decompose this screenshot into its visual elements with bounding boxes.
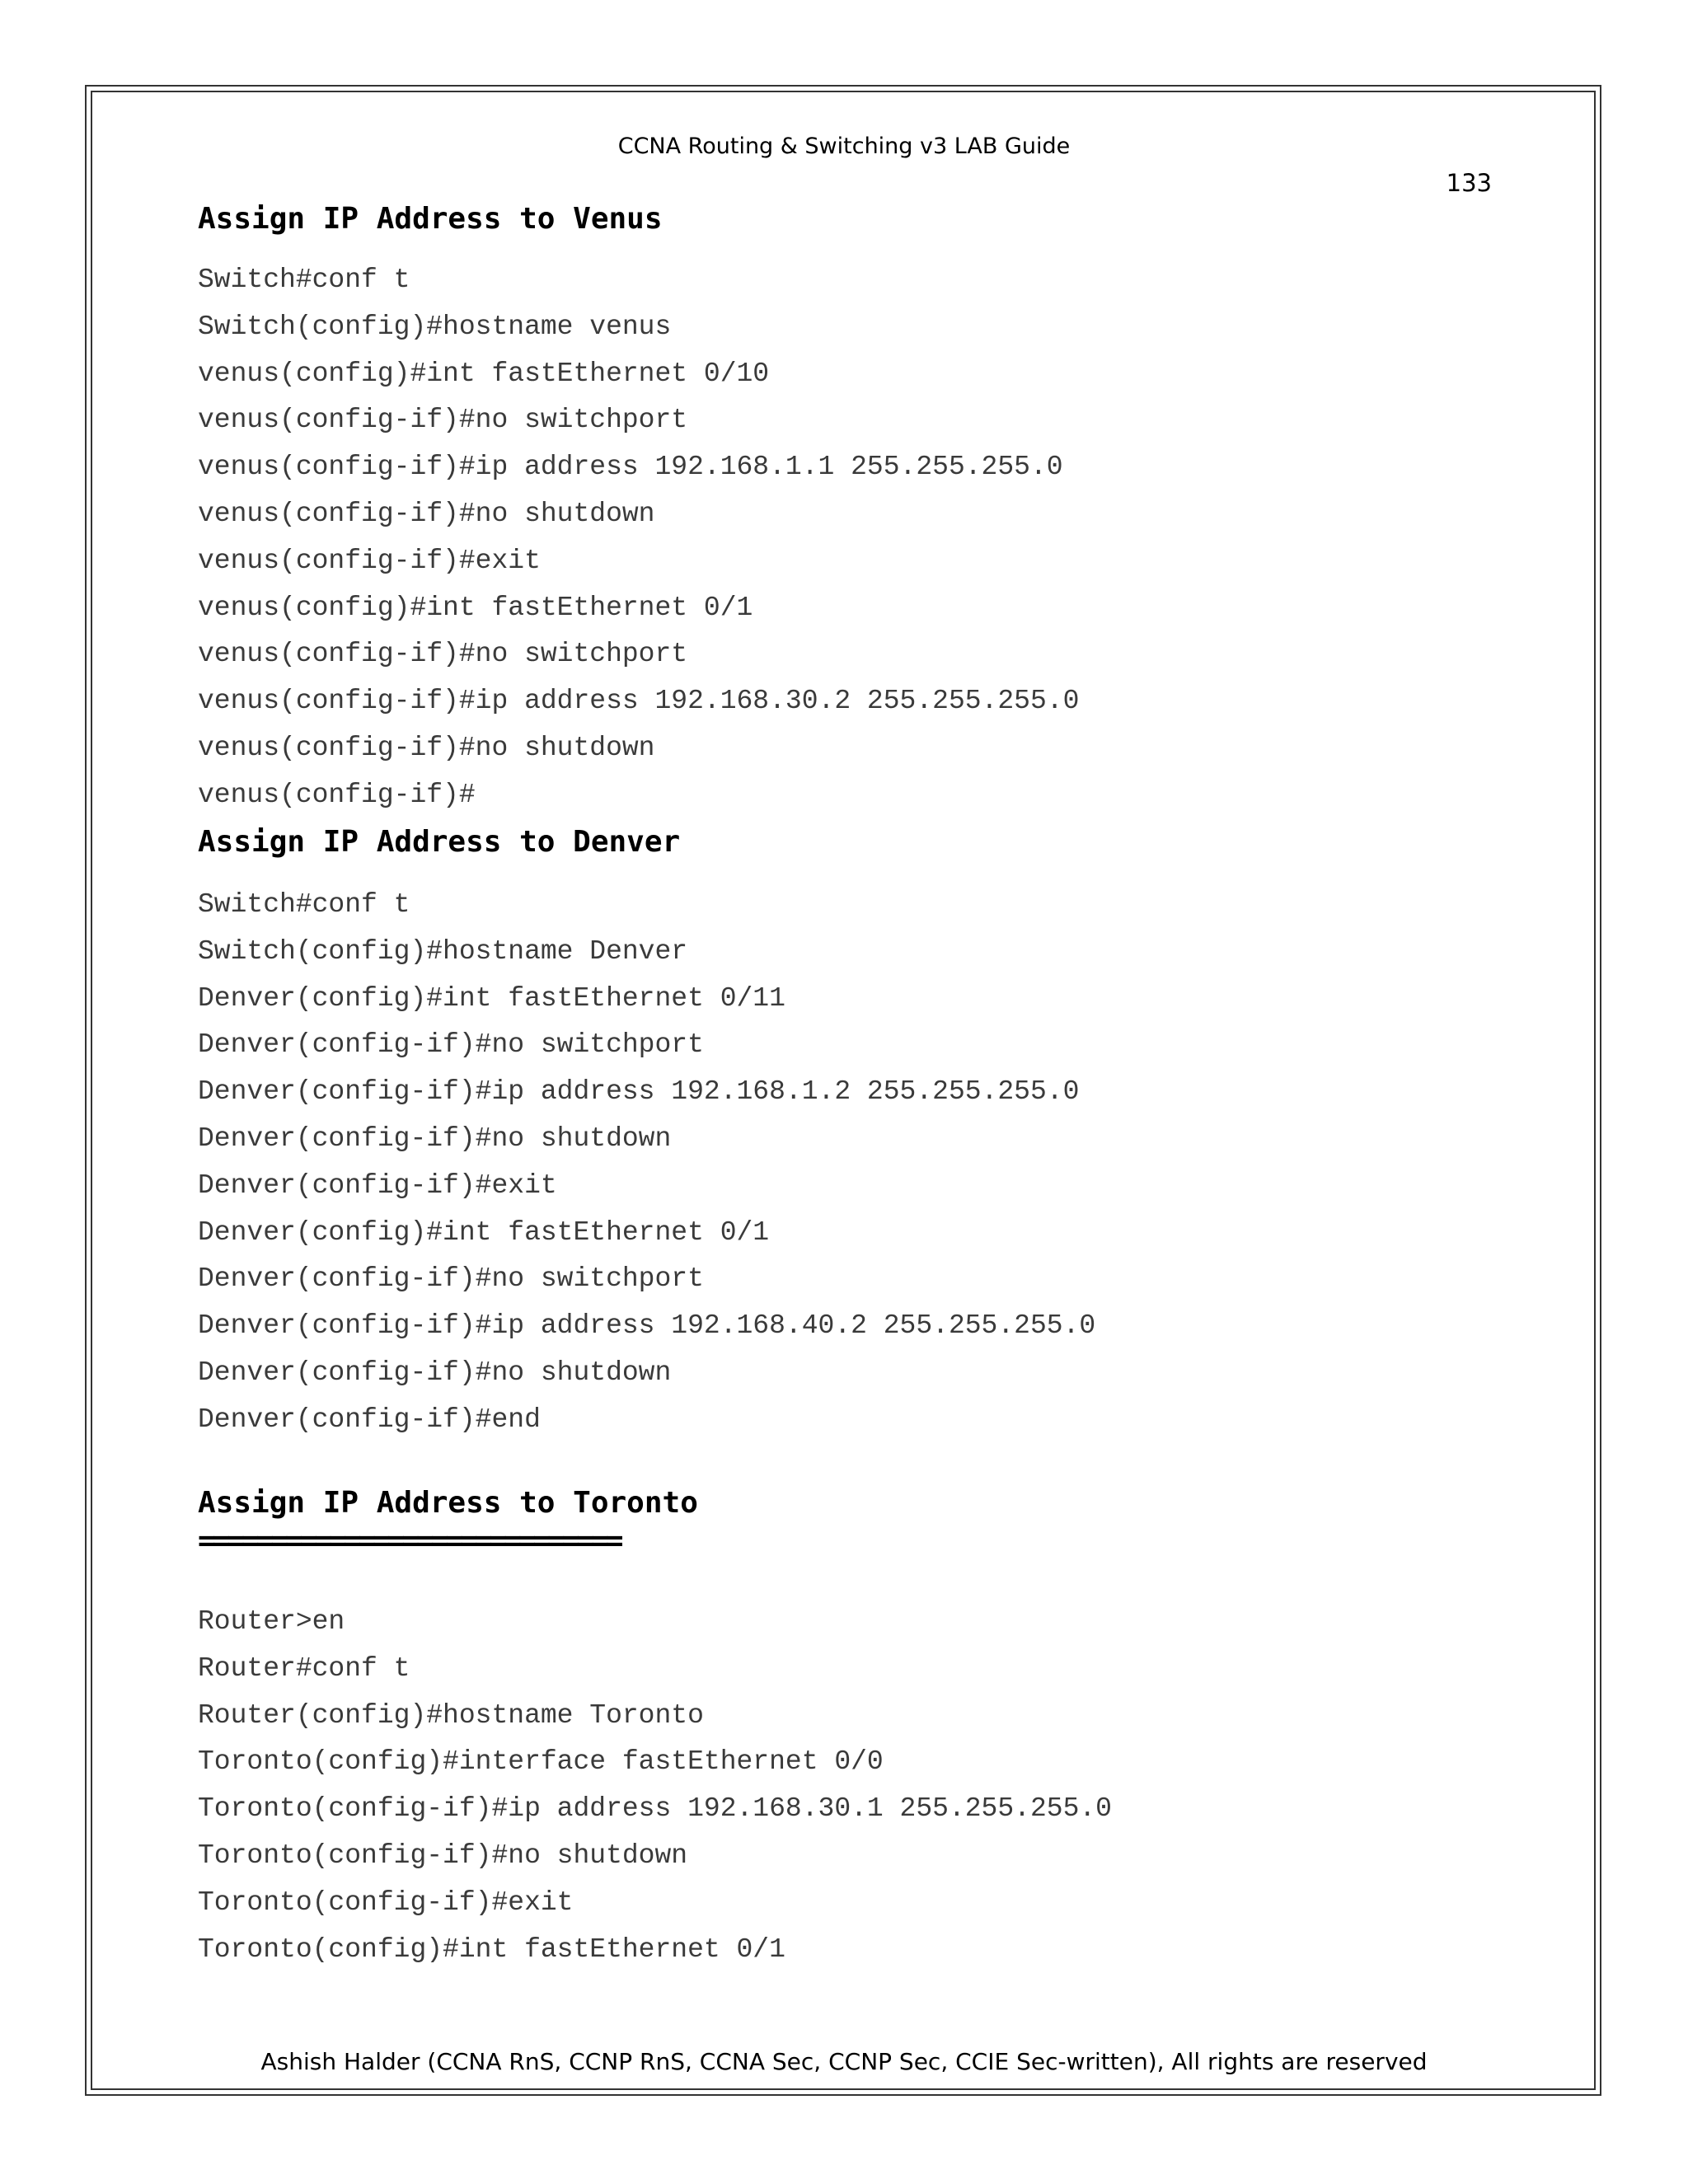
page-footer: Ashish Halder (CCNA RnS, CCNP RnS, CCNA Sec, CCNP Sec, CCIE Sec-written), All rights are reserved [260, 2048, 1428, 2075]
code-line: Toronto(config-if)#ip address 192.168.30.1 255.255.255.0 [198, 1793, 1112, 1825]
code-line: Toronto(config)#int fastEthernet 0/1 [198, 1933, 785, 1965]
section-heading-venus: Assign IP Address to Venus [198, 202, 663, 236]
code-line: venus(config-if)#no shutdown [198, 732, 655, 763]
heading-underline: ============================= [198, 1524, 621, 1558]
code-line: Denver(config-if)#no shutdown [198, 1122, 672, 1154]
code-line: Denver(config-if)#no switchport [198, 1029, 704, 1061]
code-line: venus(config-if)#no switchport [198, 639, 688, 670]
code-line: venus(config)#int fastEthernet 0/10 [198, 358, 770, 389]
code-line: Switch(config)#hostname Denver [198, 935, 688, 967]
code-block-venus [198, 257, 1079, 819]
code-line: venus(config-if)#ip address 192.168.1.1 255.255.255.0 [198, 452, 1063, 483]
code-block-denver [198, 882, 1095, 1444]
section-heading-denver: Assign IP Address to Denver [198, 825, 681, 859]
code-line: Denver(config)#int fastEthernet 0/11 [198, 982, 785, 1014]
code-line: venus(config)#int fastEthernet 0/1 [198, 592, 753, 623]
code-line: Denver(config-if)#no switchport [198, 1263, 704, 1295]
code-line: Denver(config-if)#ip address 192.168.1.2 255.255.255.0 [198, 1076, 1080, 1108]
code-line: venus(config-if)#ip address 192.168.30.2 255.255.255.0 [198, 686, 1080, 717]
code-line: venus(config-if)#exit [198, 545, 541, 576]
code-line: Router>en [198, 1606, 345, 1637]
code-line: Denver(config-if)#ip address 192.168.40.2 255.255.255.0 [198, 1310, 1096, 1342]
code-line: Switch#conf t [198, 265, 410, 295]
code-line: venus(config-if)# [198, 779, 476, 810]
code-line: Switch#conf t [198, 889, 410, 920]
running-header: CCNA Routing & Switching v3 LAB Guide [617, 134, 1071, 159]
code-line: venus(config-if)#no shutdown [198, 498, 655, 529]
section-heading-toronto: Assign IP Address to Toronto [198, 1486, 698, 1520]
code-line: Toronto(config-if)#exit [198, 1886, 574, 1918]
code-line: Denver(config)#int fastEthernet 0/1 [198, 1216, 770, 1248]
code-line: Toronto(config-if)#no shutdown [198, 1840, 688, 1871]
code-line: Toronto(config)#interface fastEthernet 0/0 [198, 1746, 884, 1778]
code-line: venus(config-if)#no switchport [198, 405, 688, 436]
page-number: 133 [1446, 169, 1492, 197]
code-line: Switch(config)#hostname venus [198, 311, 672, 342]
code-line: Denver(config-if)#no shutdown [198, 1357, 672, 1388]
code-block-toronto [198, 1599, 1112, 1973]
code-line: Denver(config-if)#exit [198, 1169, 557, 1201]
code-line: Router#conf t [198, 1652, 410, 1684]
code-line: Denver(config-if)#end [198, 1404, 541, 1435]
code-line: Router(config)#hostname Toronto [198, 1699, 704, 1731]
